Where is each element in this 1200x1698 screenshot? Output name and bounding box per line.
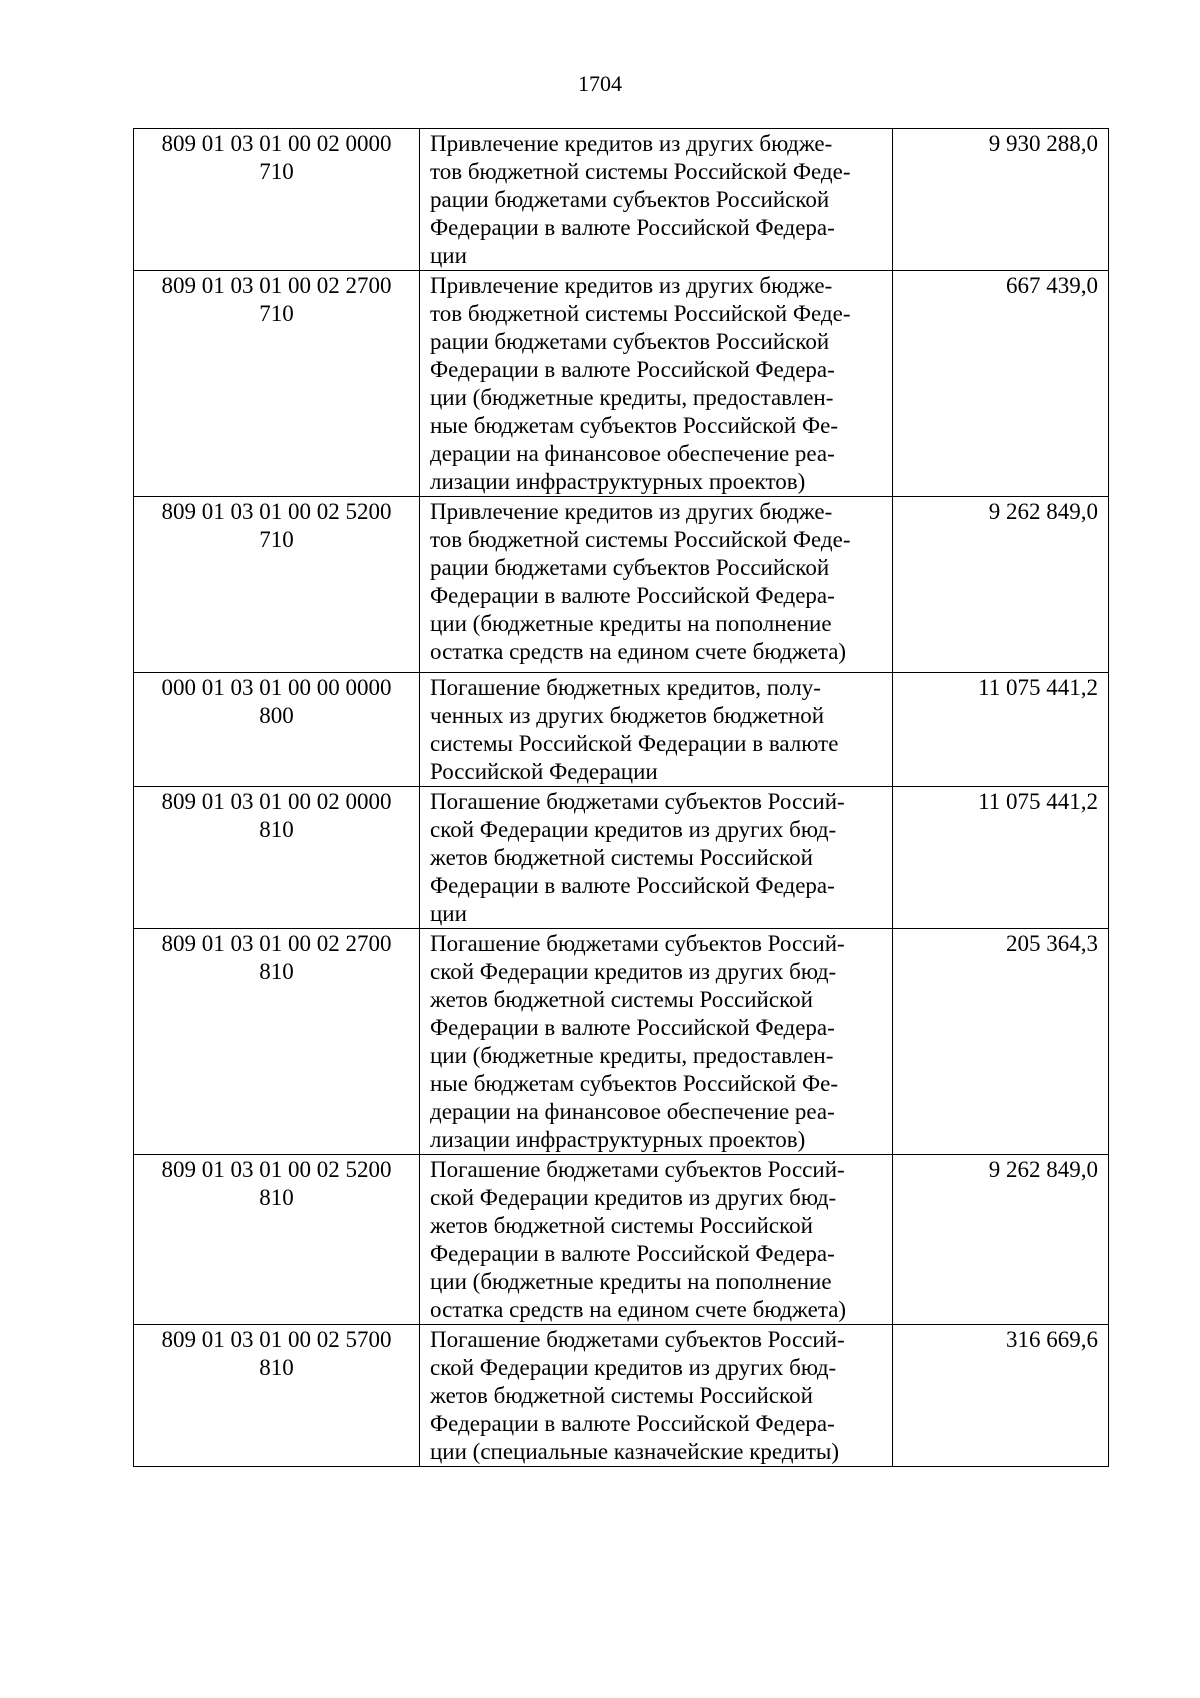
budget-code-line: 810	[259, 817, 294, 842]
description-line: Погашение бюджетами субъектов Россий-	[430, 931, 845, 956]
description-line: жетов бюджетной системы Российской	[430, 1213, 813, 1238]
description-cell	[420, 929, 893, 1155]
budget-code-line: 809 01 03 01 00 02 2700	[161, 931, 392, 956]
budget-table-body	[134, 129, 1109, 1467]
description-line: тов бюджетной системы Российской Феде-	[430, 527, 851, 552]
description-cell	[420, 1155, 893, 1325]
description-line: ции (бюджетные кредиты, предоставлен-	[430, 385, 834, 410]
description-line: дерации на финансовое обеспечение реа-	[430, 441, 835, 466]
description-line: Погашение бюджетами субъектов Россий-	[430, 1327, 845, 1352]
amount-cell: 316 669,6	[893, 1325, 1109, 1467]
description-line: ской Федерации кредитов из других бюд-	[430, 1355, 837, 1380]
budget-code-cell	[134, 787, 420, 929]
description-line: ции (бюджетные кредиты на пополнение	[430, 1269, 832, 1294]
description-line: лизации инфраструктурных проектов)	[430, 1127, 806, 1152]
budget-code-cell	[134, 1155, 420, 1325]
description-cell	[420, 1325, 893, 1467]
description-line: Привлечение кредитов из других бюдже-	[430, 131, 833, 156]
description-line: рации бюджетами субъектов Российской	[430, 329, 830, 354]
budget-code-cell	[134, 1325, 420, 1467]
description-line: ные бюджетам субъектов Российской Фе-	[430, 1071, 838, 1096]
budget-code-line: 809 01 03 01 00 02 5200	[161, 499, 392, 524]
description-cell	[420, 787, 893, 929]
description-line: ции (бюджетные кредиты на пополнение	[430, 611, 832, 636]
amount-cell: 9 930 288,0	[893, 129, 1109, 271]
description-line: Федерации в валюте Российской Федера-	[430, 583, 835, 608]
budget-code-line: 800	[259, 703, 294, 728]
budget-code-line: 809 01 03 01 00 02 5700	[161, 1327, 392, 1352]
description-line: Погашение бюджетных кредитов, полу-	[430, 675, 821, 700]
budget-code-cell	[134, 673, 420, 787]
description-line: ции	[430, 901, 467, 926]
budget-code-cell	[134, 271, 420, 497]
description-line: рации бюджетами субъектов Российской	[430, 555, 830, 580]
description-line: ции (бюджетные кредиты, предоставлен-	[430, 1043, 834, 1068]
table-row	[134, 497, 1109, 673]
description-line: Федерации в валюте Российской Федера-	[430, 357, 835, 382]
description-line: дерации на финансовое обеспечение реа-	[430, 1099, 835, 1124]
description-line: Российской Федерации	[430, 759, 658, 784]
description-line: Привлечение кредитов из других бюдже-	[430, 499, 833, 524]
description-line: ции	[430, 243, 467, 268]
description-line: тов бюджетной системы Российской Феде-	[430, 301, 851, 326]
budget-code-line: 809 01 03 01 00 02 5200	[161, 1157, 392, 1182]
description-line: ченных из других бюджетов бюджетной	[430, 703, 825, 728]
description-line: системы Российской Федерации в валюте	[430, 731, 839, 756]
amount-cell: 11 075 441,2	[893, 673, 1109, 787]
budget-code-line: 000 01 03 01 00 00 0000	[161, 675, 392, 700]
description-cell	[420, 497, 893, 673]
budget-code-cell	[134, 497, 420, 673]
description-line: ции (специальные казначейские кредиты)	[430, 1439, 839, 1464]
description-line: жетов бюджетной системы Российской	[430, 987, 813, 1012]
budget-code-line: 710	[259, 159, 294, 184]
amount-cell: 11 075 441,2	[893, 787, 1109, 929]
budget-code-line: 809 01 03 01 00 02 0000	[161, 789, 392, 814]
description-line: остатка средств на едином счете бюджета)	[430, 639, 847, 664]
budget-code-line: 809 01 03 01 00 02 2700	[161, 273, 392, 298]
description-line: рации бюджетами субъектов Российской	[430, 187, 830, 212]
budget-code-line: 710	[259, 301, 294, 326]
table-row	[134, 129, 1109, 271]
table-row	[134, 271, 1109, 497]
budget-code-line: 809 01 03 01 00 02 0000	[161, 131, 392, 156]
description-line: ской Федерации кредитов из других бюд-	[430, 959, 837, 984]
amount-cell: 667 439,0	[893, 271, 1109, 497]
amount-cell: 9 262 849,0	[893, 497, 1109, 673]
table-row	[134, 673, 1109, 787]
description-cell	[420, 129, 893, 271]
table-row	[134, 1155, 1109, 1325]
amount-cell: 9 262 849,0	[893, 1155, 1109, 1325]
budget-code-line: 810	[259, 1185, 294, 1210]
description-line: лизации инфраструктурных проектов)	[430, 469, 806, 494]
table-row	[134, 1325, 1109, 1467]
description-line: Погашение бюджетами субъектов Россий-	[430, 789, 845, 814]
description-line: Федерации в валюте Российской Федера-	[430, 1411, 835, 1436]
description-cell	[420, 271, 893, 497]
description-line: ской Федерации кредитов из других бюд-	[430, 1185, 837, 1210]
description-line: тов бюджетной системы Российской Феде-	[430, 159, 851, 184]
budget-table	[133, 128, 1109, 1467]
description-line: жетов бюджетной системы Российской	[430, 1383, 813, 1408]
description-cell	[420, 673, 893, 787]
page-number: 1704	[578, 71, 622, 96]
table-row	[134, 929, 1109, 1155]
budget-code-line: 710	[259, 527, 294, 552]
budget-code-line: 810	[259, 959, 294, 984]
description-line: Погашение бюджетами субъектов Россий-	[430, 1157, 845, 1182]
description-line: жетов бюджетной системы Российской	[430, 845, 813, 870]
description-line: Привлечение кредитов из других бюдже-	[430, 273, 833, 298]
description-line: ской Федерации кредитов из других бюд-	[430, 817, 837, 842]
budget-code-line: 810	[259, 1355, 294, 1380]
description-line: Федерации в валюте Российской Федера-	[430, 1241, 835, 1266]
description-line: Федерации в валюте Российской Федера-	[430, 1015, 835, 1040]
description-line: остатка средств на едином счете бюджета)	[430, 1297, 847, 1322]
description-line: ные бюджетам субъектов Российской Фе-	[430, 413, 838, 438]
budget-code-cell	[134, 929, 420, 1155]
budget-code-cell	[134, 129, 420, 271]
description-line: Федерации в валюте Российской Федера-	[430, 215, 835, 240]
description-line: Федерации в валюте Российской Федера-	[430, 873, 835, 898]
table-row	[134, 787, 1109, 929]
amount-cell: 205 364,3	[893, 929, 1109, 1155]
